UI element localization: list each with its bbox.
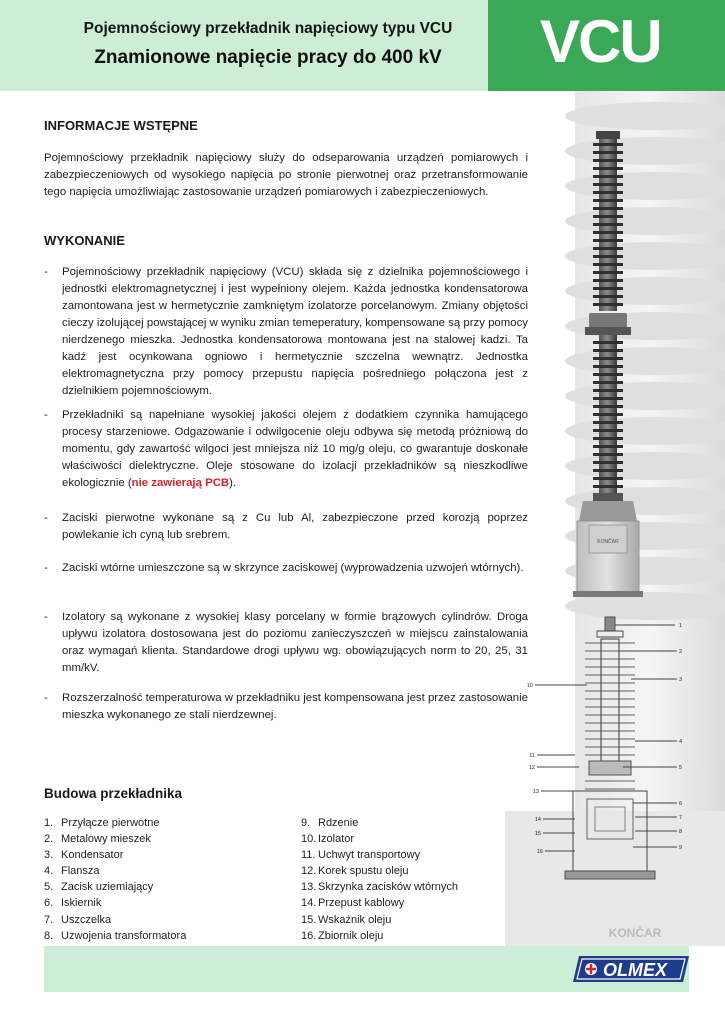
construction-item-text: Rozszerzalność temperaturowa w przekładniku jest kompensowana jest przez zastosowanie mieszka wykonanego ze stali nierdzewnej.	[62, 692, 528, 721]
callout-5: 5	[679, 765, 683, 771]
callout-4: 4	[679, 739, 683, 745]
list-dash: -	[44, 692, 48, 704]
construction-item-text-main: Przekładniki są napełniane wysokiej jakości olejem z dodatkiem czynnika hamującego procesy starzeniowe. Odgazowanie i odwilgocenie oleju odbywa się metodą próżniową do momentu, gdy zawartość wilgoci jest mniejsza niż 10 mg/g oleju, co gwarantuje doskonałe właściwości dielektryczne. Oleje stosowane do izolacji przekładników są nieszkodliwe ekologicznie (	[62, 409, 528, 489]
construction-item-text: Zaciski wtórne umieszczone są w skrzynce zaciskowej (wyprowadzenia uzwojeń wtórnych).	[62, 562, 524, 574]
construction-item-5	[44, 609, 528, 677]
tank-brand-label: KONČAR	[597, 539, 619, 545]
construction-heading: WYKONANIE	[44, 233, 125, 248]
construction-item-text	[62, 407, 528, 492]
callout-11: 11	[529, 753, 535, 759]
intro-text: Pojemnościowy przekładnik napięciowy służy do odseparowania urządzeń pomiarowych i zabezpieczeniowych od wysokiego napięcia po stronie pierwotnej oraz przetransformowanie tego napięcia umożliwiając zastosowanie urządzeń pomiarowych i zabezpieczeniowych.	[44, 152, 528, 198]
callout-8: 8	[679, 829, 683, 835]
callout-3: 3	[679, 677, 683, 683]
construction-item-text: Zaciski pierwotne wykonane są z Cu lub Al, zabezpieczone przed korozją poprzez powlekanie ich cyną lub srebrem.	[62, 512, 528, 541]
callout-10: 10	[526, 683, 533, 689]
bottom-brand-label: KONČAR	[608, 926, 662, 940]
callout-16: 16	[536, 849, 543, 855]
part-item: 7. Uszczelka	[44, 913, 112, 926]
olmex-logo	[573, 952, 691, 986]
part-item: 4. Flansza	[44, 865, 100, 878]
list-dash: -	[44, 512, 48, 524]
construction-item-text: Pojemnościowy przekładnik napięciowy (VCU) składa się z dzielnika pojemnościowego i jednostki elektromagnetycznej i jest wypełniony olejem. Każda jednostka kondensatorowa zamontowana jest w hermetycznie zamkniętym izolatorze porcelanowym. Zmiany objętości cieczy izolującej powstającej w wyniku zmian temeperatury, kompensowane są przy pomocy nierdzenego mieszka. Jednostka kondensatorowa montowana jest na stalowej kadzi. Ta kadź jest ocynkowana ogniowo i hermetycznie szczelna wewnątrz. Jednostka elektromagnetyczna przy pomocy przepustu napięcia pośredniego połączona jest z dzielnikiem pojemnościowym.	[62, 266, 528, 397]
callout-1: 1	[679, 623, 683, 629]
part-item: 1. Przyłącze pierwotne	[44, 817, 160, 829]
part-item: 8. Uzwojenia transformatora	[44, 929, 187, 942]
part-item: 15. Wskaźnik oleju	[301, 913, 392, 926]
callout-7: 7	[679, 815, 683, 821]
transformer-illustration	[505, 91, 725, 946]
product-code: VCU	[540, 8, 661, 75]
part-item: 6. Iskiernik	[44, 897, 102, 910]
part-item: 10. Izolator	[301, 833, 355, 846]
parts-list-right	[301, 815, 458, 944]
pcb-tail: ).	[229, 477, 237, 489]
intro-heading: INFORMACJE WSTĘPNE	[44, 118, 198, 133]
part-item: 12. Korek spustu oleju	[301, 865, 409, 878]
logo-text: OLMEX	[602, 960, 668, 980]
structure-heading: Budowa przekładnika	[44, 786, 183, 801]
header-title-band	[0, 0, 488, 91]
callout-9: 9	[679, 845, 683, 851]
header-title: Znamionowe napięcie pracy do 400 kV	[94, 47, 442, 68]
list-dash: -	[44, 562, 48, 574]
callout-6: 6	[679, 801, 683, 807]
part-item: 3. Kondensator	[44, 849, 124, 862]
callout-14: 14	[534, 817, 541, 823]
list-dash: -	[44, 266, 48, 278]
part-item: 5. Zacisk uziemiający	[44, 881, 154, 894]
construction-item-1	[44, 264, 528, 400]
callout-2: 2	[679, 649, 683, 655]
callout-15: 15	[534, 831, 541, 837]
part-item: 9. Rdzenie	[301, 817, 359, 829]
part-item: 13. Skrzynka zacisków wtórnych	[301, 881, 458, 894]
construction-item-3	[44, 510, 528, 544]
header-subtitle: Pojemnościowy przekładnik napięciowy typu VCU	[83, 20, 453, 37]
callout-12: 12	[528, 765, 535, 771]
list-dash: -	[44, 611, 48, 623]
pcb-note: nie zawierają PCB	[131, 477, 230, 489]
construction-item-6	[44, 690, 528, 724]
construction-item-4	[44, 560, 528, 577]
parts-list-left	[44, 815, 186, 944]
list-dash: -	[44, 409, 48, 421]
part-item: 11. Uchwyt transportowy	[301, 849, 421, 862]
construction-item-2	[44, 407, 528, 492]
part-item: 16. Zbiornik oleju	[301, 929, 384, 942]
construction-item-text: Izolatory są wykonane z wysokiej klasy porcelany w formie brązowych cylindrów. Droga upływu izolatora dostosowana jest do poziomu zanieczyszczeń w miejscu zainstalowania oraz wymagań klienta. Standardowe drogi upływu wg. obowiązujących norm to 20, 25, 31 mm/kV.	[62, 611, 528, 674]
part-item: 14. Przepust kablowy	[301, 897, 405, 910]
oil-tank	[573, 501, 643, 597]
page-header	[0, 0, 725, 91]
callout-13: 13	[532, 789, 539, 795]
part-item: 2. Metalowy mieszek	[44, 833, 151, 846]
